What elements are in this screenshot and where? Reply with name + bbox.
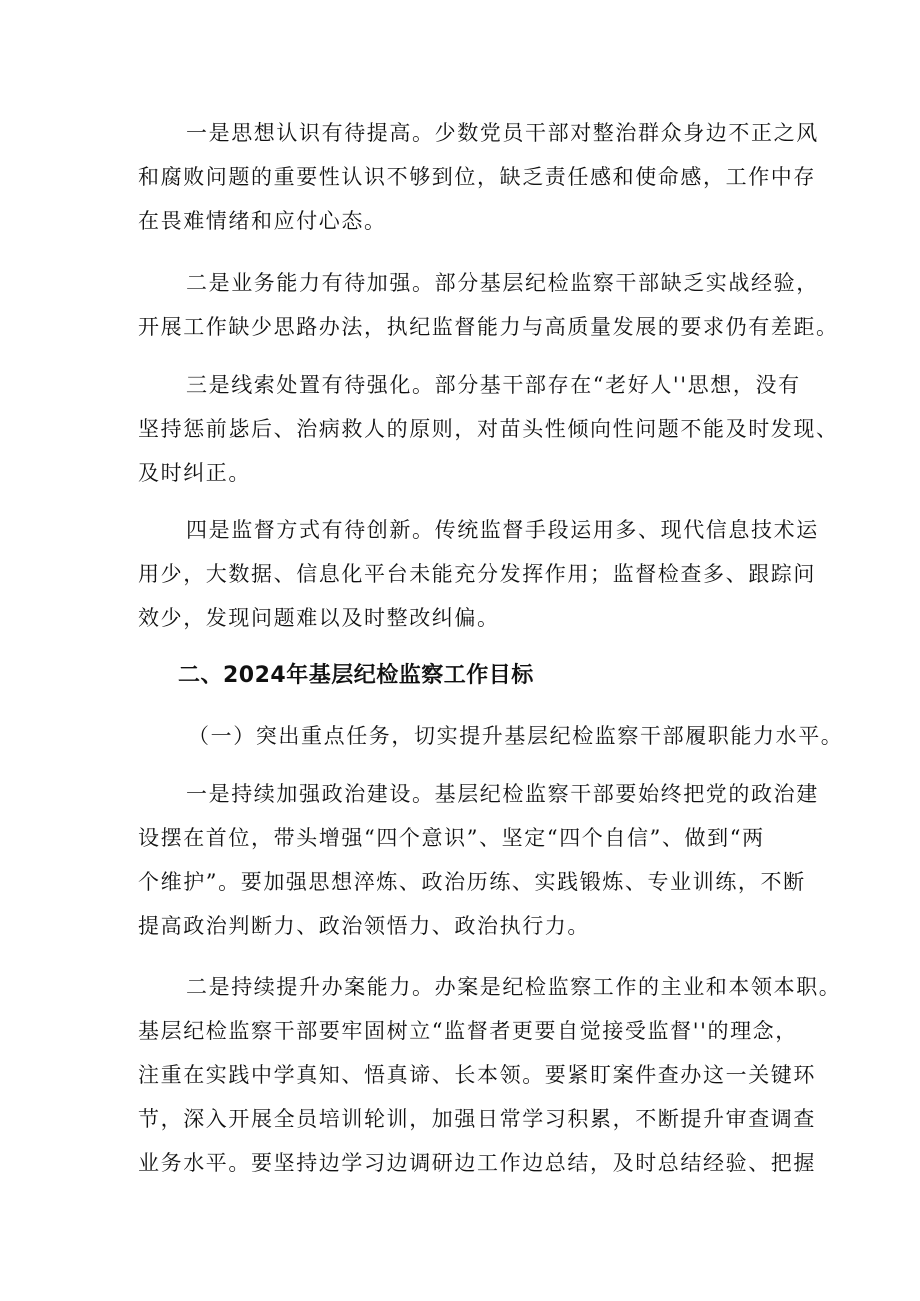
- paragraph-5-line-2: 设摆在首位，带头增强“四个意识”、坚定“四个自信”、做到“两: [138, 826, 765, 850]
- paragraph-4-line-1: 四是监督方式有待创新。传统监督手段运用多、现代信息技术运: [186, 518, 819, 542]
- paragraph-5-line-3: 个维护”。要加强思想淬炼、政治历练、实践锻炼、专业训练，不断: [138, 870, 806, 894]
- paragraph-1-line-3: 在畏难情绪和应付心态。: [138, 209, 387, 233]
- paragraph-4-line-2: 用少，大数据、信息化平台未能充分发挥作用；监督检查多、跟踪问: [138, 562, 816, 586]
- paragraph-5-line-4: 提高政治判断力、政治领悟力、政治执行力。: [138, 914, 590, 938]
- paragraph-6-line-1: 二是持续提升办案能力。办案是纪检监察工作的主业和本领本职。: [186, 975, 842, 999]
- paragraph-2-line-2: 开展工作缺少思路办法，执纪监督能力与高质量发展的要求仍有差距。: [138, 315, 839, 339]
- paragraph-6-line-2: 基层纪检监察干部要牢固树立“监督者更要自觉接受监督''的理念，: [138, 1019, 798, 1043]
- paragraph-4-line-3: 效少，发现问题难以及时整改纠偏。: [138, 606, 500, 630]
- paragraph-5-line-1: 一是持续加强政治建设。基层纪检监察干部要始终把党的政治建: [186, 782, 819, 806]
- subheading: （一）突出重点任务，切实提升基层纪检监察干部履职能力水平。: [188, 724, 844, 748]
- paragraph-3-line-3: 及时纠正。: [138, 461, 251, 485]
- paragraph-6-line-5: 业务水平。要坚持边学习边调研边工作边总结，及时总结经验、把握: [138, 1151, 816, 1175]
- paragraph-6-line-3: 注重在实践中学真知、悟真谛、长本领。要紧盯案件查办这一关键环: [138, 1063, 816, 1087]
- section-heading: 二、2024年基层纪检监察工作目标: [178, 663, 534, 688]
- paragraph-2-line-1: 二是业务能力有待加强。部分基层纪检监察干部缺乏实战经验，: [186, 271, 819, 295]
- paragraph-1-line-1: 一是思想认识有待提高。少数党员干部对整治群众身边不正之风: [186, 121, 819, 145]
- paragraph-6-line-4: 节，深入开展全员培训轮训，加强日常学习积累，不断提升审查调查: [138, 1107, 816, 1131]
- paragraph-1-line-2: 和腐败问题的重要性认识不够到位，缺乏责任感和使命感，工作中存: [138, 165, 816, 189]
- paragraph-3-line-2: 坚持惩前毖后、治病救人的原则，对苗头性倾向性问题不能及时发现、: [138, 417, 839, 441]
- paragraph-3-line-1: 三是线索处置有待强化。部分基干部存在“老好人''思想，没有: [186, 373, 801, 397]
